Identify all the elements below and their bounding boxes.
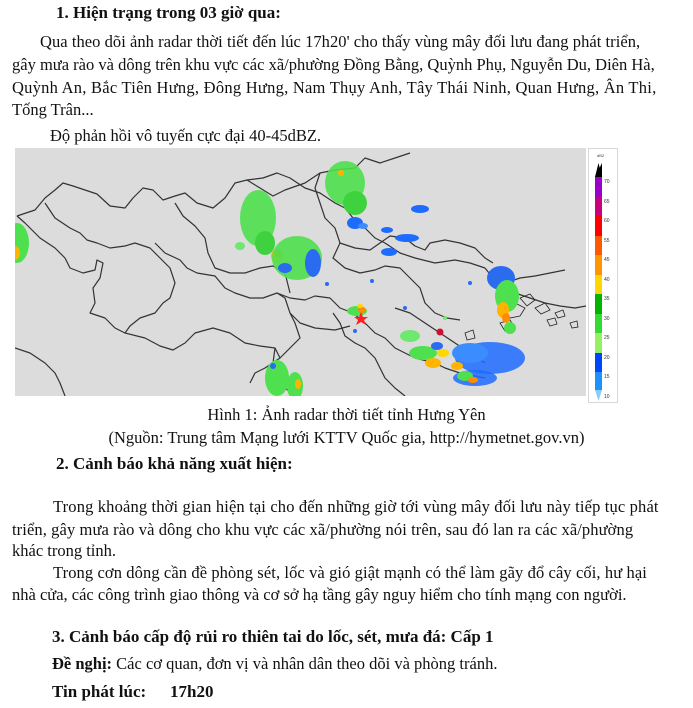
issued-label: Tin phát lúc:	[52, 682, 147, 701]
section1-paragraph-line-3: Quỳnh An, Bắc Tiên Hưng, Đông Hưng, Nam Thụy Anh, Tây Thái Ninh, Quan Hưng, Ân Thi,	[12, 78, 657, 97]
section3-heading: 3. Cảnh báo cấp độ rủi ro thiên tai do lốc, sét, mưa đá: Cấp 1	[52, 627, 494, 646]
colorbar-tick: 10	[604, 393, 610, 400]
figure-source: (Nguồn: Trung tâm Mạng lưới KTTV Quốc gia, http://hymetnet.gov.vn)	[108, 428, 585, 447]
section2-p1-line-1: Trong khoảng thời gian hiện tại cho đến những giờ tới vùng mây đối lưu này tiếp tục phát	[53, 497, 659, 516]
section2-p2-line-2: nhà cửa, các công trình giao thông và cơ sở hạ tầng gây nguy hiểm cho tính mạng con người.	[12, 585, 627, 604]
reflectivity-text: Độ phản hồi vô tuyến cực đại 40-45dBZ.	[50, 126, 322, 145]
colorbar-tick: 65	[604, 198, 610, 205]
section2-heading: 2. Cảnh báo khả năng xuất hiện:	[56, 454, 293, 473]
section1-paragraph-line-1: Qua theo dõi ảnh radar thời tiết đến lúc 17h20' cho thấy vùng mây đối lưu đang phát triển,	[40, 32, 641, 51]
recommend-label: Đề nghị:	[52, 654, 113, 673]
section2-p1-line-2: triển, gây mưa rào và dông cho khu vực các xã/phường nói trên, sau đó lan ra các xã/phường	[12, 520, 634, 539]
section1-paragraph-line-2: gây mưa rào và dông trên khu vực các xã/phường Đồng Bằng, Quỳnh Phụ, Nguyễn Du, Diên Hà,	[12, 55, 655, 74]
recommendation	[52, 654, 497, 674]
colorbar-tick: 35	[604, 296, 610, 302]
colorbar-tick: 70	[604, 179, 610, 185]
colorbar-unit: dBZ	[597, 153, 605, 158]
colorbar-scale-svg	[589, 149, 617, 404]
section1-heading: 1. Hiện trạng trong 03 giờ qua:	[56, 3, 281, 22]
radar-map-svg	[15, 148, 586, 396]
colorbar-tick: 20	[604, 354, 610, 361]
colorbar-tick: 25	[604, 335, 610, 341]
colorbar-tick: 40	[604, 276, 610, 283]
section2-p2-line-1: Trong cơn dông cần đề phòng sét, lốc và gió giật mạnh có thể làm gãy đổ cây cối, hư hại	[53, 563, 647, 582]
colorbar-tick: 15	[604, 374, 610, 380]
radar-echoes	[15, 161, 525, 396]
colorbar-tick: 45	[604, 257, 610, 263]
section2-p1-line-3: khác trong tỉnh.	[12, 541, 117, 560]
radar-map-image	[15, 148, 586, 396]
location-dot-icon	[437, 329, 444, 336]
colorbar-tick: 30	[604, 315, 610, 322]
colorbar-ticks	[604, 173, 610, 407]
section1-paragraph-line-4: Tống Trân...	[12, 100, 94, 119]
figure-caption: Hình 1: Ảnh radar thời tiết tỉnh Hưng Yên	[207, 405, 486, 424]
recommend-text: Các cơ quan, đơn vị và nhân dân theo dõi và phòng tránh.	[112, 654, 498, 673]
issued-time: 17h20	[170, 682, 214, 701]
coastline-islands	[465, 294, 578, 340]
colorbar-tick: 55	[604, 237, 610, 244]
radar-colorbar-legend	[588, 148, 618, 403]
colorbar-tick: 60	[604, 218, 610, 224]
